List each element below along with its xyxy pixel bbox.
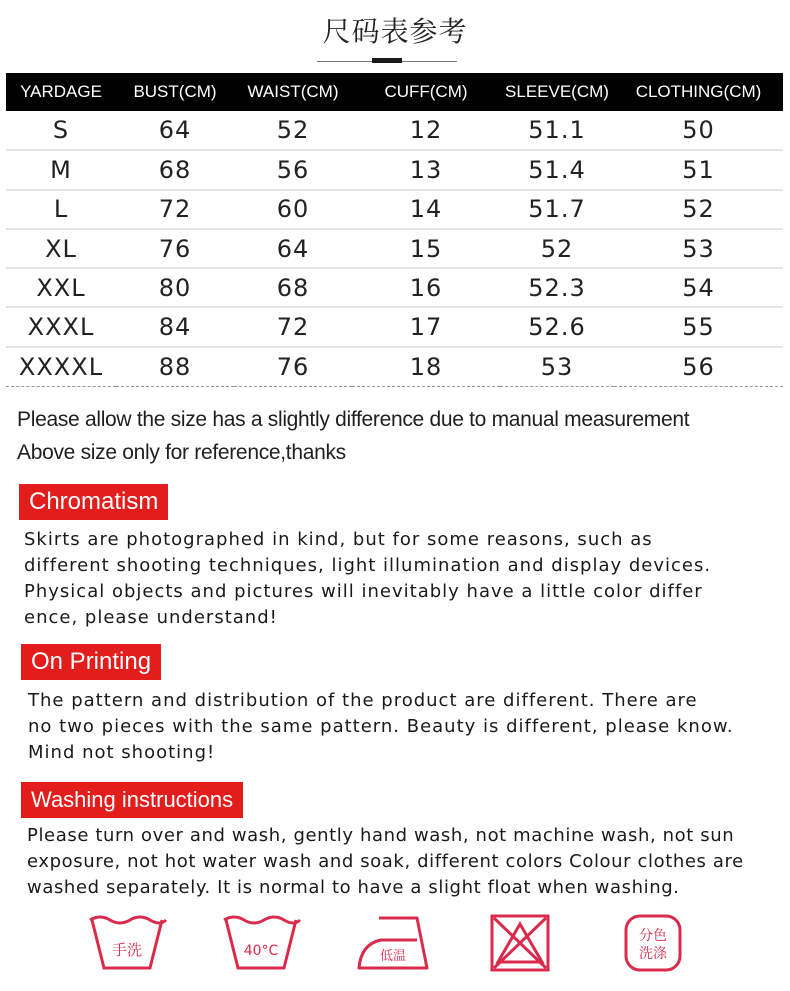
table-cell: 52: [614, 190, 783, 229]
size-table: [6, 73, 783, 387]
table-row: [6, 307, 783, 346]
separate-wash-icon: [618, 912, 700, 974]
table-cell: 64: [234, 229, 352, 268]
hand-wash-icon: [86, 912, 168, 974]
table-cell: 88: [116, 347, 234, 386]
page-title: 尺码表参考: [322, 15, 468, 48]
hand-wash-icon-graphic: [86, 912, 168, 974]
table-cell: 55: [614, 307, 783, 346]
table-cell: 76: [234, 347, 352, 386]
header-clothing: CLOTHING(CM): [635, 82, 762, 101]
washing-text: [27, 823, 744, 901]
separate-wash-label-bottom: 洗涤: [639, 946, 667, 962]
table-cell: 52.3: [500, 268, 614, 307]
washing-badge: Washing instructions: [21, 782, 243, 818]
table-row: [6, 190, 783, 229]
table-cell: XXL: [6, 268, 116, 307]
table-cell: XXXL: [6, 307, 116, 346]
measurement-note: Please allow the size has a slightly difference due to manual measurement: [17, 408, 690, 431]
table-cell: 68: [116, 150, 234, 189]
header-waist: WAIST(CM): [247, 82, 339, 101]
printing-text: [28, 688, 734, 766]
chromatism-badge: Chromatism: [19, 484, 168, 520]
no-bleach-icon: [484, 912, 566, 974]
table-cell: 51.7: [500, 190, 614, 229]
table-cell: 60: [234, 190, 352, 229]
chromatism-text: [24, 527, 711, 631]
table-cell: 51: [614, 150, 783, 189]
table-cell: 84: [116, 307, 234, 346]
separate-wash-icon-graphic: [618, 912, 700, 974]
header-cuff: CUFF(CM): [384, 82, 468, 101]
table-cell: 53: [500, 347, 614, 386]
low-iron-label: 低温: [379, 949, 407, 964]
paragraph-line: Physical objects and pictures will inevitably have a little color differ: [24, 581, 703, 602]
table-cell: 52: [500, 229, 614, 268]
table-cell: XL: [6, 229, 116, 268]
table-cell: XXXXL: [6, 347, 116, 386]
paragraph-line: washed separately. It is normal to have a slight float when washing.: [27, 877, 680, 898]
table-cell: 15: [352, 229, 500, 268]
table-cell: 76: [116, 229, 234, 268]
table-cell: 51.1: [500, 111, 614, 150]
separate-wash-label-top: 分色: [639, 928, 667, 944]
table-cell: L: [6, 190, 116, 229]
header-sleeve: SLEEVE(CM): [505, 82, 609, 101]
printing-badge: On Printing: [21, 644, 161, 680]
table-row: [6, 268, 783, 307]
table-cell: 14: [352, 190, 500, 229]
paragraph-line: The pattern and distribution of the product are different. There are: [28, 690, 698, 711]
table-cell: M: [6, 150, 116, 189]
table-cell: 17: [352, 307, 500, 346]
paragraph-line: ence, please understand!: [24, 607, 278, 628]
table-header-row: [6, 73, 783, 111]
table-cell: S: [6, 111, 116, 150]
reference-note: Above size only for reference,thanks: [17, 441, 346, 464]
table-cell: 50: [614, 111, 783, 150]
table-cell: 72: [234, 307, 352, 346]
table-cell: 51.4: [500, 150, 614, 189]
paragraph-line: no two pieces with the same pattern. Beauty is different, please know.: [28, 716, 734, 737]
table-row: [6, 347, 783, 386]
low-iron-icon: [355, 912, 437, 974]
wash-40-label: 40°C: [243, 943, 279, 959]
title-divider-mark: [372, 58, 402, 63]
table-row: [6, 150, 783, 189]
table-cell: 18: [352, 347, 500, 386]
table-cell: 12: [352, 111, 500, 150]
table-cell: 80: [116, 268, 234, 307]
hand-wash-label: 手洗: [111, 941, 143, 959]
table-cell: 54: [614, 268, 783, 307]
table-cell: 53: [614, 229, 783, 268]
no-bleach-icon-graphic: [484, 912, 566, 974]
table-cell: 68: [234, 268, 352, 307]
care-icons: [0, 912, 790, 976]
table-cell: 64: [116, 111, 234, 150]
table-cell: 52: [234, 111, 352, 150]
paragraph-line: exposure, not hot water wash and soak, different colors Colour clothes are: [27, 851, 744, 872]
table-cell: 13: [352, 150, 500, 189]
wash-40-icon: [220, 912, 302, 974]
paragraph-line: Skirts are photographed in kind, but for some reasons, such as: [24, 529, 653, 550]
table-row: [6, 111, 783, 150]
table-cell: 16: [352, 268, 500, 307]
table-cell: 52.6: [500, 307, 614, 346]
paragraph-line: Please turn over and wash, gently hand wash, not machine wash, not sun: [27, 825, 735, 846]
table-cell: 72: [116, 190, 234, 229]
wash-40-icon-graphic: [220, 912, 302, 974]
table-row: [6, 229, 783, 268]
header-yardage: YARDAGE: [20, 82, 102, 101]
paragraph-line: Mind not shooting!: [28, 742, 216, 763]
paragraph-line: different shooting techniques, light illumination and display devices.: [24, 555, 712, 576]
table-cell: 56: [614, 347, 783, 386]
header-bust: BUST(CM): [133, 82, 217, 101]
low-iron-icon-graphic: [355, 912, 437, 974]
table-cell: 56: [234, 150, 352, 189]
